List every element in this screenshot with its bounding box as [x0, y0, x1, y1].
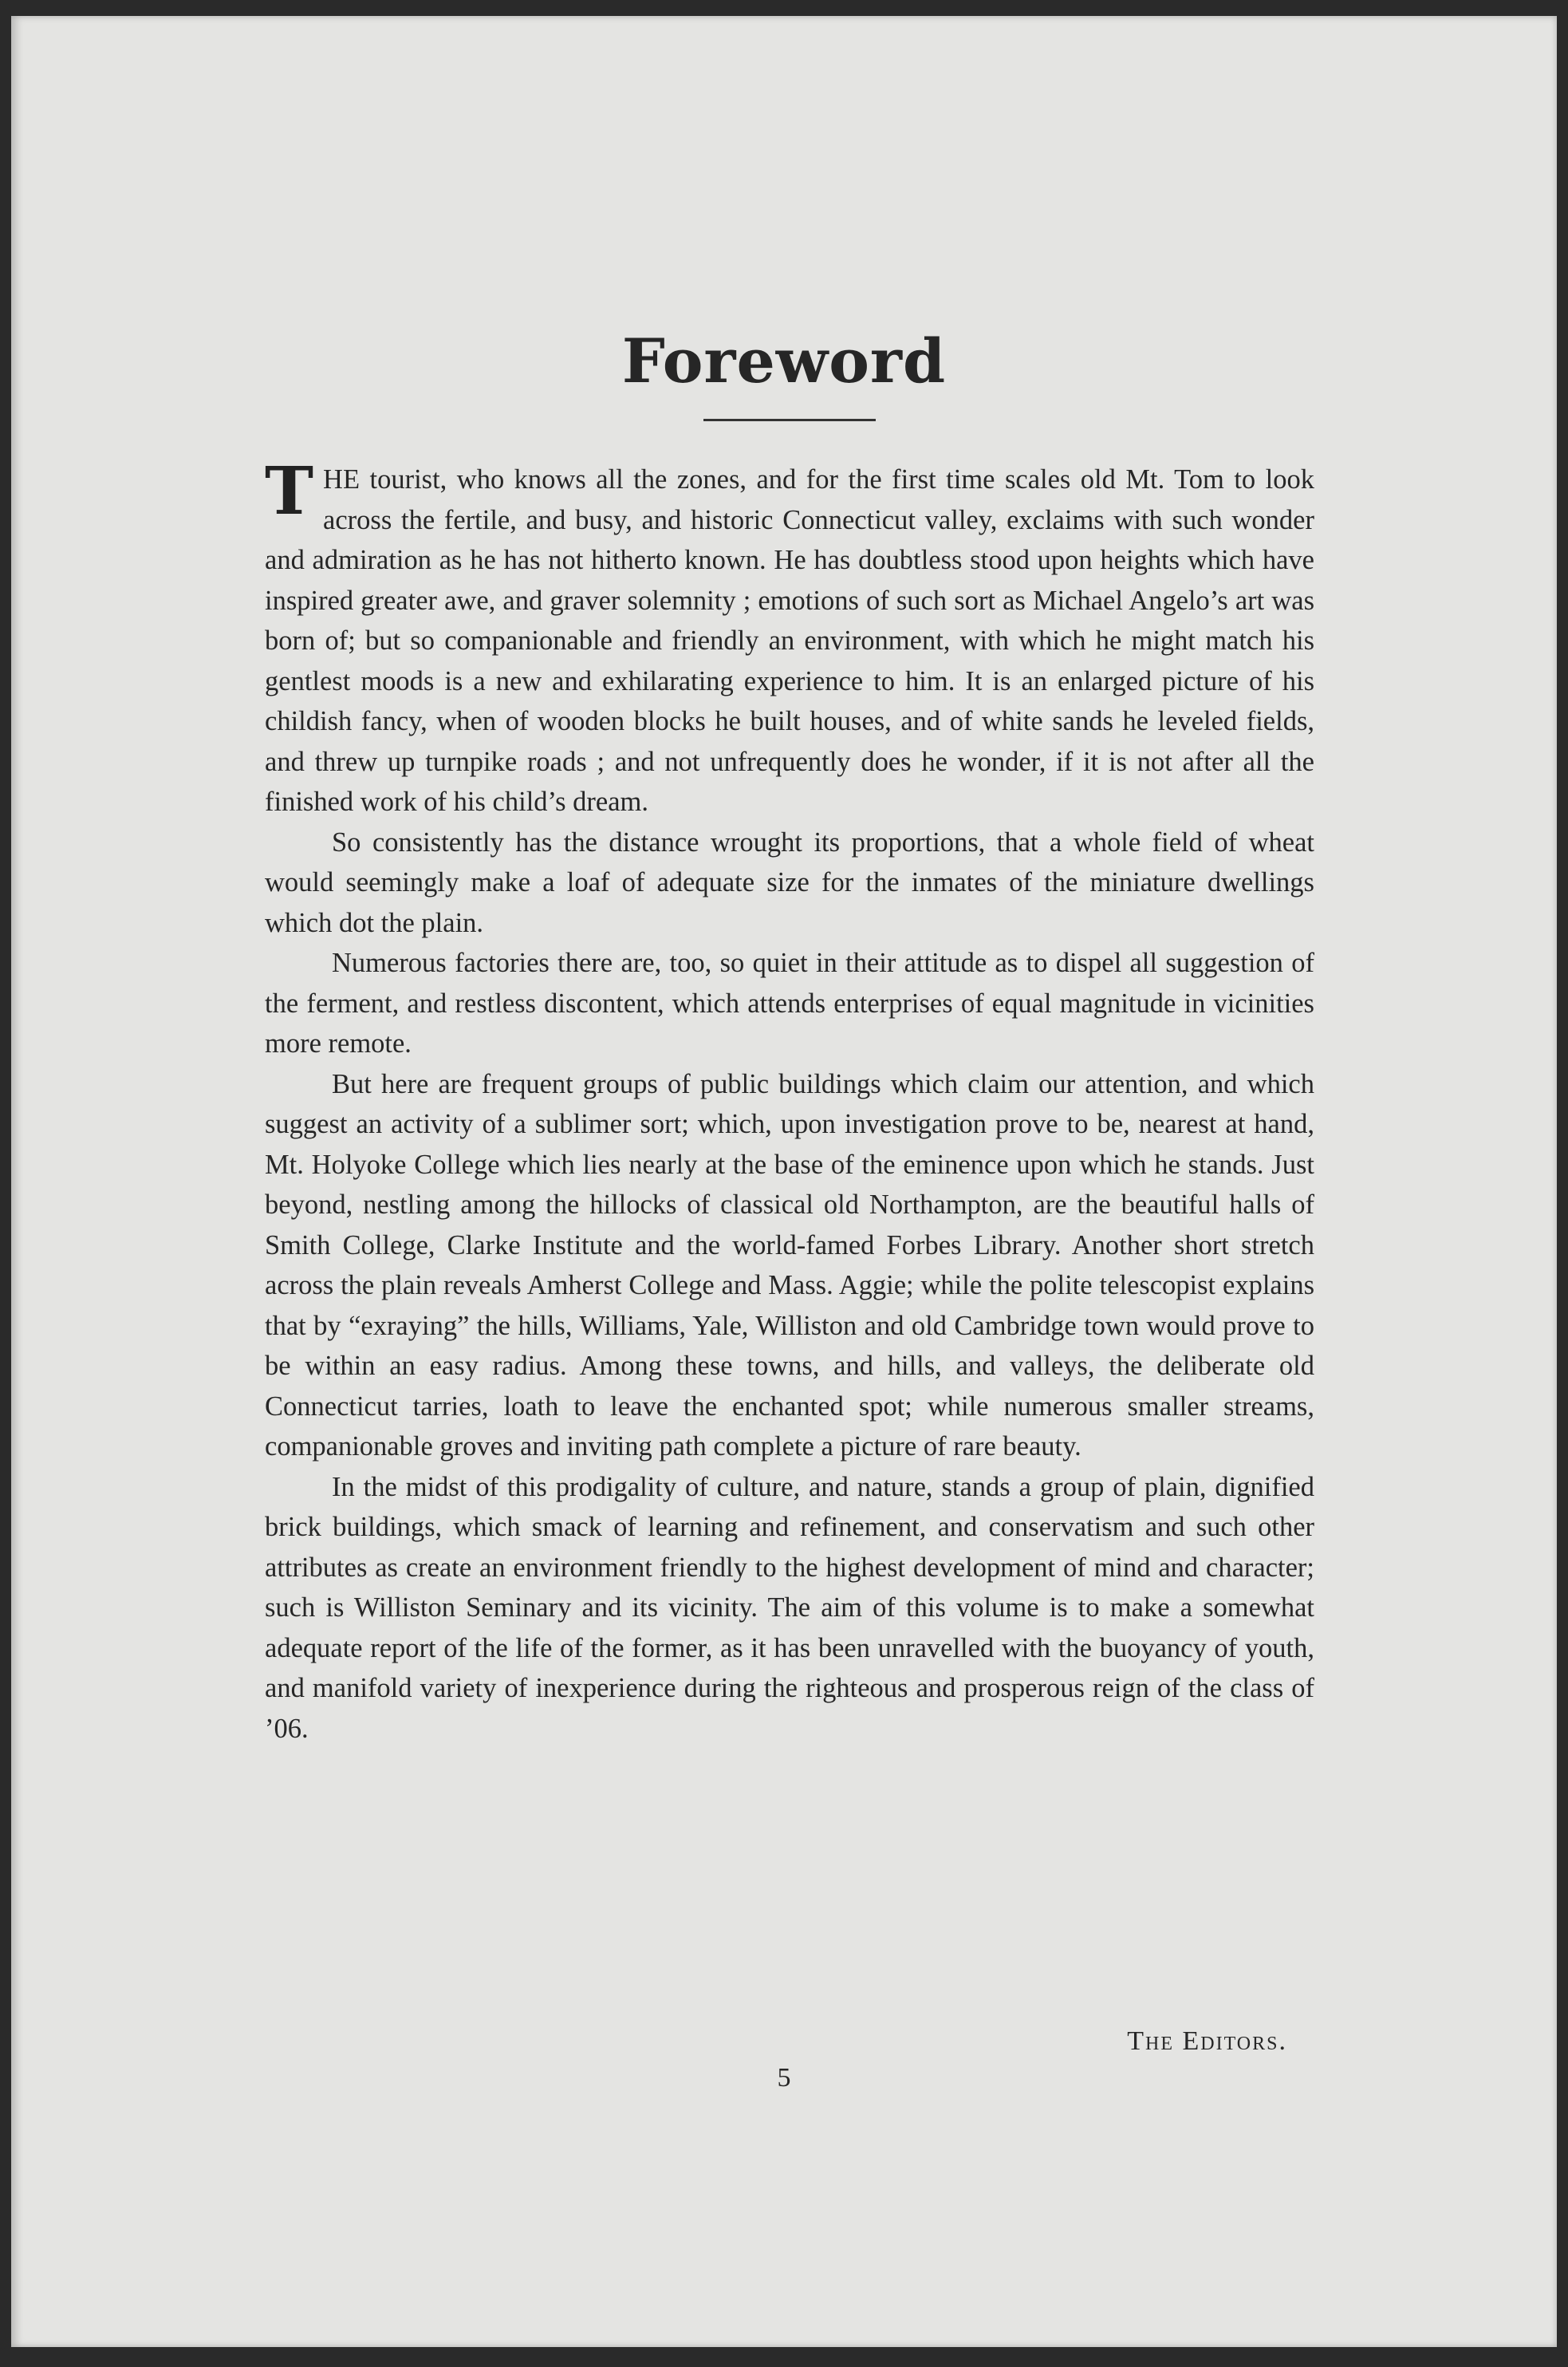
- paragraph-1: [265, 453, 1314, 823]
- title-rule: [703, 419, 876, 421]
- foreword-body: [265, 453, 1314, 1749]
- paragraph-5: In the midst of this prodigality of culture, and nature, stands a group of plain, dignified brick buildings, which smack of learning and refinement, and conservatism and such other attributes as create an environment friendly to the highest development of mind and character; such is Williston Seminary and its vicinity. The aim of this volume is to make a somewhat adequate report of the life of the former, as it has been unravelled with the buoyancy of youth, and manifold variety of inexperience during the righteous and prosperous reign of the class of ’06.: [265, 1471, 1314, 1744]
- page-title: Foreword: [621, 325, 947, 396]
- paragraph-3: Numerous factories there are, too, so quiet in their attitude as to dispel all suggestion of the ferment, and restless discontent, which attends enterprises of equal magnitude in vicinities more remote.: [265, 948, 1314, 1059]
- page-number: 5: [777, 2063, 791, 2093]
- drop-cap: T: [265, 453, 314, 530]
- paragraph-4: But here are frequent groups of public buildings which claim our attention, and which suggest an activity of a sublimer sort; which, upon investigation prove to be, nearest at hand, Mt. Holyoke College which lies nearly at the base of the eminence upon which he stands. Just beyond, nestling among the hillocks of classical old Northampton, are the beautiful halls of Smith College, Clarke Institute and the world-famed Forbes Library. Another short stretch across the plain reveals Amherst College and Mass. Aggie; while the polite telescopist explains that by “exraying” the hills, Williams, Yale, Williston and old Cambridge town would prove to be within an easy radius. Among these towns, and hills, and valleys, the deliberate old Connecticut tarries, loath to leave the enchanted spot; while numerous smaller streams, companionable groves and inviting path complete a picture of rare beauty.: [265, 1068, 1314, 1462]
- signature: The Editors.: [1127, 2026, 1287, 2056]
- paragraph-1-text: HE tourist, who knows all the zones, and for the first time scales old Mt. Tom to look across the fertile, and busy, and historic Connecticut valley, exclaims with such wonder and admiration as he has not hitherto known. He has doubtless stood upon heights which have inspired greater awe, and graver solemnity ; emotions of such sort as Michael Angelo’s art was born of; but so companionable and friendly an environment, with which he might match his gentlest moods is a new and exhilarating experience to him. It is an enlarged picture of his childish fancy, when of wooden blocks he built houses, and of white sands he leveled fields, and threw up turnpike roads ; and not unfrequently does he wonder, if it is not after all the finished work of his child’s dream.: [265, 464, 1314, 817]
- book-page: [11, 16, 1557, 2347]
- paragraph-2: So consistently has the distance wrought its proportions, that a whole field of wheat would seemingly make a loaf of adequate size for the inmates of the miniature dwellings which dot the plain.: [265, 826, 1314, 938]
